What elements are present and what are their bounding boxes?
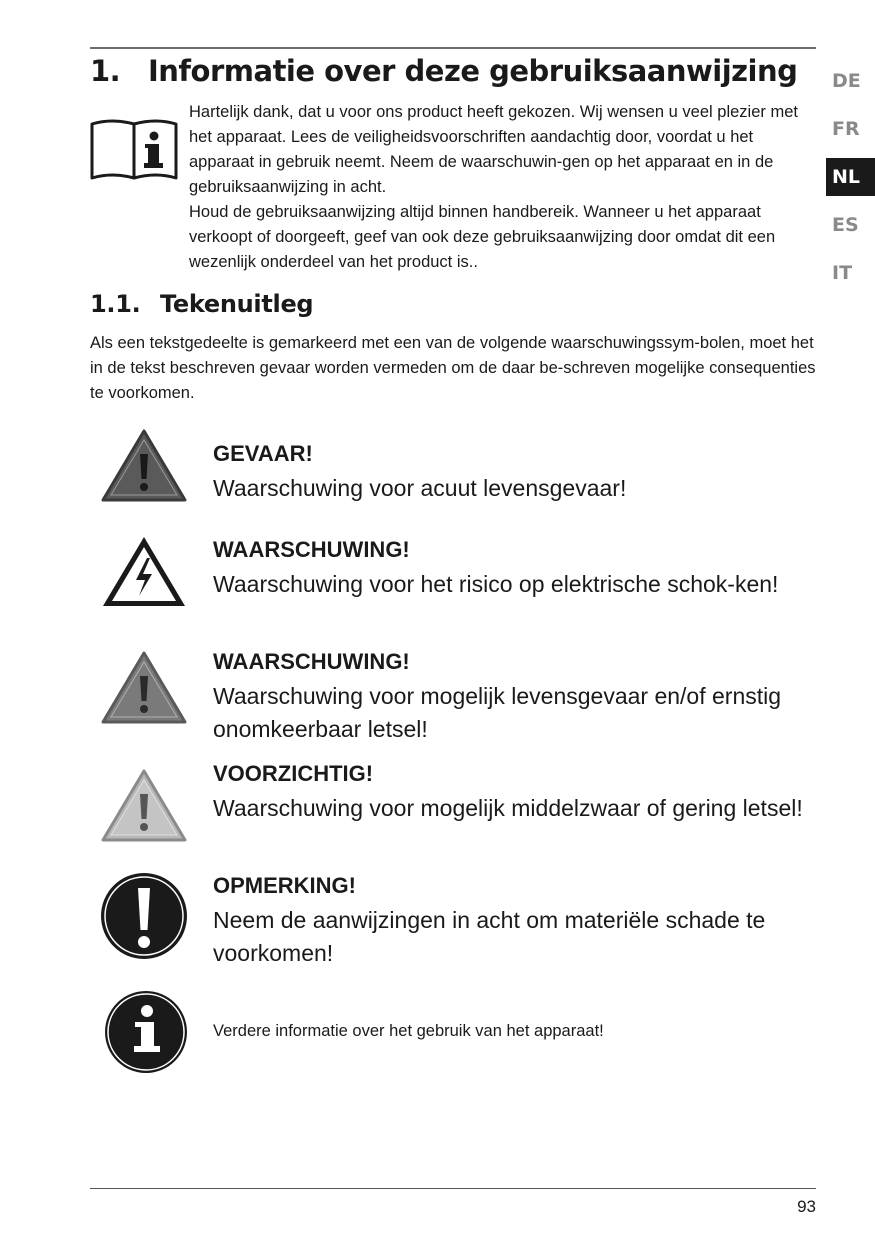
warning-text: Neem de aanwijzingen in acht om materiële schade te voorkomen! [213,907,766,966]
intro-paragraph-2: Houd de gebruiksaanwijzing altijd binnen handbereik. Wanneer u het apparaat verkoopt of doorgeeft, geef van ook deze gebruiksaanwijzing door omdat dit een wezenlijk onderdeel van het product is.. [189,203,776,271]
lang-tab-nl[interactable]: NL [826,158,875,196]
warning-text: Waarschuwing voor mogelijk levensgevaar en/of ernstig onomkeerbaar letsel! [213,683,782,742]
top-rule [90,47,816,49]
info-text: Verdere informatie over het gebruik van het apparaat! [213,1022,604,1040]
language-tabs [826,62,875,302]
section-number: 1.1. [90,290,141,318]
warning-title: WAARSCHUWING! [213,537,410,562]
warning-triangle-icon [100,650,188,726]
caution-triangle-icon [100,768,188,844]
chapter-title: Informatie over deze gebruiksaanwijzing [148,54,798,88]
warning-title: GEVAAR! [213,441,313,466]
danger-triangle-icon [100,428,188,504]
lang-tab-de[interactable]: DE [832,70,861,92]
intro-text [189,100,814,275]
warning-title: WAARSCHUWING! [213,649,410,674]
electric-shock-icon [100,534,188,610]
warning-text: Waarschuwing voor mogelijk middelzwaar of gering letsel! [213,795,803,821]
page-number: 93 [797,1197,816,1216]
lang-tab-fr[interactable]: FR [832,118,860,140]
page-title [90,54,797,88]
section-body: Als een tekstgedeelte is gemarkeerd met een van de volgende waarschuwingssym-bolen, moet het in de tekst beschreven gevaar worden vermeden om de daar be-schreven mogelijke consequenties te voorkomen. [90,334,816,402]
lang-tab-es[interactable]: ES [832,214,859,236]
warning-title: OPMERKING! [213,873,356,898]
manual-info-icon [90,116,178,182]
section-heading [90,290,313,318]
lang-tab-it[interactable]: IT [832,262,853,284]
exclamation-circle-icon [100,872,188,960]
chapter-number: 1. [90,54,121,88]
bottom-rule [90,1188,816,1189]
warning-text: Waarschuwing voor het risico op elektrische schok-ken! [213,571,779,597]
intro-paragraph-1: Hartelijk dank, dat u voor ons product heeft gekozen. Wij wensen u veel plezier met het apparaat. Lees de veiligheidsvoorschriften aandachtig door, voordat u het apparaat in gebruik neemt. Neem de waarschuwin-gen op het apparaat en in de gebruiksaanwijzing in acht. [189,103,798,196]
warning-text: Waarschuwing voor acuut levensgevaar! [213,475,627,501]
section-title: Tekenuitleg [160,290,314,318]
info-circle-icon [102,989,190,1075]
warning-title: VOORZICHTIG! [213,761,374,786]
